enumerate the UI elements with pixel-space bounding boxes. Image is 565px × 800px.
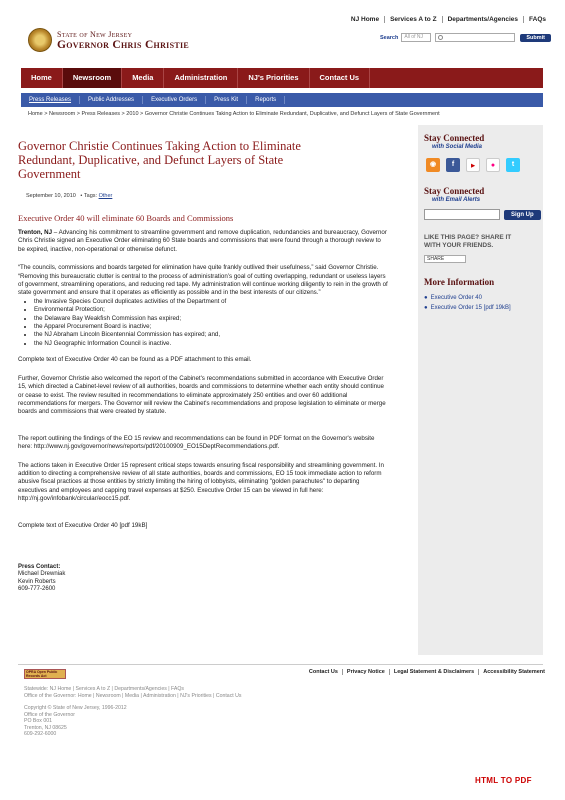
bullet-list <box>28 298 408 348</box>
share-prompt: LIKE THIS PAGE? SHARE IT WITH YOUR FRIENDS. <box>424 234 512 249</box>
rss-icon[interactable]: ◉ <box>426 158 440 172</box>
search-icon <box>438 35 443 40</box>
press-contact <box>18 564 408 594</box>
email-alerts-subhead: with Email Alerts <box>432 197 481 203</box>
youtube-icon[interactable]: ▶ <box>466 158 480 172</box>
watermark: HTML TO PDF <box>475 776 532 785</box>
pdf-link[interactable]: Complete text of Executive Order 40 [pdf 19kB] <box>18 521 148 529</box>
search-bar <box>380 33 551 42</box>
flickr-icon[interactable]: ● <box>486 158 500 172</box>
main-nav <box>21 68 543 88</box>
email-field[interactable] <box>424 209 500 220</box>
social-media-subhead: with Social Media <box>432 144 483 150</box>
list-item: • Environmental Protection; <box>34 306 408 314</box>
email-alerts-heading: Stay Connected <box>424 186 485 196</box>
list-item: • the NJ Abraham Lincoln Bicentennial Commission has expired; and, <box>34 331 408 339</box>
paragraph-4: Further, Governor Christie also welcomed the report of the Cabinet's recommendations submitted in accordance with Executive Order 15, which directed a Cabinet-level review of all authorities, boards and commissions to determine whether each entity should continue or cease to exist. The review resulted in recommendations to eliminate approximately 250 entities and over 60 additional recommendations for mergers. The Governor will review the Cabinet's recommendations and propose legislation to eliminate or merge boards and commissions that were created by statute. <box>18 374 386 416</box>
breadcrumb[interactable]: Home > Newsroom > Press Releases > 2010 > Governor Christie Continues Taking Action to Eliminate Redundant, Duplicative, and Defunct Layers of State Government <box>28 111 440 117</box>
state-seal-icon <box>28 28 52 52</box>
utility-nav <box>346 16 551 23</box>
footer-links <box>305 669 549 675</box>
list-item: • the Invasive Species Council duplicates activities of the Department of <box>34 298 408 306</box>
subnav-press-releases[interactable]: Press Releases <box>21 96 80 104</box>
footer-legal-link[interactable]: Legal Statement & Disclaimers <box>389 669 478 675</box>
logo-governor-text: Governor Chris Christie <box>57 38 190 51</box>
opra-logo[interactable] <box>24 669 66 679</box>
eo40-link[interactable]: ● Executive Order 40 <box>424 295 482 301</box>
article-subhead: Executive Order 40 will eliminate 60 Boards and Commissions <box>18 213 234 223</box>
subnav-executive-orders[interactable]: Executive Orders <box>143 96 206 104</box>
dateline: Trenton, NJ <box>18 229 53 236</box>
footer-privacy-link[interactable]: Privacy Notice <box>342 669 389 675</box>
social-icons <box>418 150 543 172</box>
sub-nav <box>21 93 543 107</box>
nav-media[interactable]: Media <box>122 68 164 88</box>
copyright: Copyright © State of New Jersey, 1996-2012 Office of the Governor PO Box 001 Trenton, NJ 08625 609-292-6000 <box>24 705 127 738</box>
sidebar <box>418 125 543 655</box>
footer-contact-link[interactable]: Contact Us <box>308 669 338 675</box>
services-link[interactable]: Services A to Z <box>384 16 441 23</box>
share-button[interactable]: SHARE <box>424 255 466 263</box>
press-contact-label: Press Contact: <box>18 563 61 570</box>
footer-office-links[interactable]: Office of the Governor: Home | Newsroom | Media | Administration | NJ's Priorities | Contact Us <box>24 693 242 699</box>
tags-label: Tags: <box>83 193 98 199</box>
search-label: Search <box>380 34 399 41</box>
subnav-reports[interactable]: Reports <box>247 96 285 104</box>
article <box>18 125 408 665</box>
faqs-link[interactable]: FAQs <box>523 16 551 23</box>
logo-state-text: State of New Jersey <box>57 29 133 39</box>
facebook-icon[interactable]: f <box>446 158 460 172</box>
tag-link[interactable]: Other <box>98 193 113 199</box>
subnav-press-kit[interactable]: Press Kit <box>206 96 247 104</box>
paragraph-6: The actions taken in Executive Order 15 represent critical steps towards ensuring fiscal responsibility and streamlining government. In addition to directing a comprehensive review of all state authorities, boards and commissions, EO 15 took immediate action to reform abusive fiscal practices at those entities by strictly limiting the hiring of lobbyists, eliminating "golden parachutes" to departing executives and employees and capping travel expenses at $250. Executive Order 15 can be viewed in full here: http://nj.gov/infobank/circular/eocc15.pdf. <box>18 461 384 503</box>
article-meta: September 10, 2010 • Tags: Other <box>26 193 113 199</box>
list-item: • the NJ Geographic Information Council is inactive. <box>34 340 408 348</box>
search-scope-select[interactable]: All of NJ <box>401 33 431 42</box>
departments-link[interactable]: Departments/Agencies <box>442 16 523 23</box>
opra-badge: OPRA Open Public Records Act <box>24 669 66 679</box>
paragraph-3: Complete text of Executive Order 40 can be found as a PDF attachment to this email. <box>18 356 252 364</box>
contact-phone: 609-777-2600 <box>18 586 56 593</box>
nav-priorities[interactable]: NJ's Priorities <box>238 68 309 88</box>
paragraph-1: Trenton, NJ – Advancing his commitment to streamline government and remove duplication, redundancies and bureaucracy, Governor Chris Christie signed an Executive Order eliminating 60 State boards and commissions that were found through a thorough review to be expired, inactive, non-operational or otherwise defunct. <box>18 229 387 253</box>
nj-home-link[interactable]: NJ Home <box>350 16 380 23</box>
eo15-link[interactable]: ● Executive Order 15 [pdf 19kB] <box>424 305 511 311</box>
twitter-icon[interactable]: t <box>506 158 520 172</box>
nav-administration[interactable]: Administration <box>164 68 238 88</box>
nav-newsroom[interactable]: Newsroom <box>63 68 122 88</box>
nav-contact[interactable]: Contact Us <box>310 68 371 88</box>
subnav-public-addresses[interactable]: Public Addresses <box>80 96 143 104</box>
search-input[interactable] <box>435 33 515 42</box>
footer-statewide-links[interactable]: Statewide: NJ Home | Services A to Z | Departments/Agencies | FAQs <box>24 686 185 692</box>
page-title: Governor Christie Continues Taking Action to Eliminate Redundant, Duplicative, and Defunct Layers of State Government <box>18 139 301 181</box>
nav-home[interactable]: Home <box>21 68 63 88</box>
article-date: September 10, 2010 <box>26 193 76 199</box>
sign-up-button[interactable]: Sign Up <box>504 210 541 220</box>
paragraph-2: “The councils, commissions and boards targeted for elimination have quite frankly outlived their usefulness,” said Governor Christie. “Removing this bureaucratic clutter is central to the process of administration’s goal of cutting overlapping, redundant or useless layers of government, streamlining operations, and reducing red tape. My administration will continue working diligently to rein in the growth of state government and ensure that it operates as efficiently as possible and in the best interests of our citizens.” <box>18 264 388 297</box>
list-item: • the Delaware Bay Weakfish Commission has expired; <box>34 315 408 323</box>
contact-name: Michael Drewniak <box>18 571 66 578</box>
paragraph-5: The report outlining the findings of the EO 15 review and recommendations can be found in PDF format on the Governor's website here: http://www.nj.gov/governor/news/reports/pdf/20100909_EO15DeptRecommendations.pdf. <box>18 434 375 451</box>
email-signup-form <box>418 203 543 220</box>
more-info-heading: More Information <box>424 277 495 287</box>
search-submit-button[interactable]: Submit <box>520 34 551 42</box>
footer-divider <box>18 664 543 665</box>
site-logo[interactable] <box>28 28 189 52</box>
bullet-icon: ● <box>424 295 428 301</box>
bullet-icon: ● <box>424 305 428 311</box>
list-item: • the Apparel Procurement Board is inactive; <box>34 323 408 331</box>
stay-connected-heading: Stay Connected <box>424 133 485 143</box>
contact-name: Kevin Roberts <box>18 578 56 585</box>
footer-accessibility-link[interactable]: Accessibility Statement <box>478 669 549 675</box>
